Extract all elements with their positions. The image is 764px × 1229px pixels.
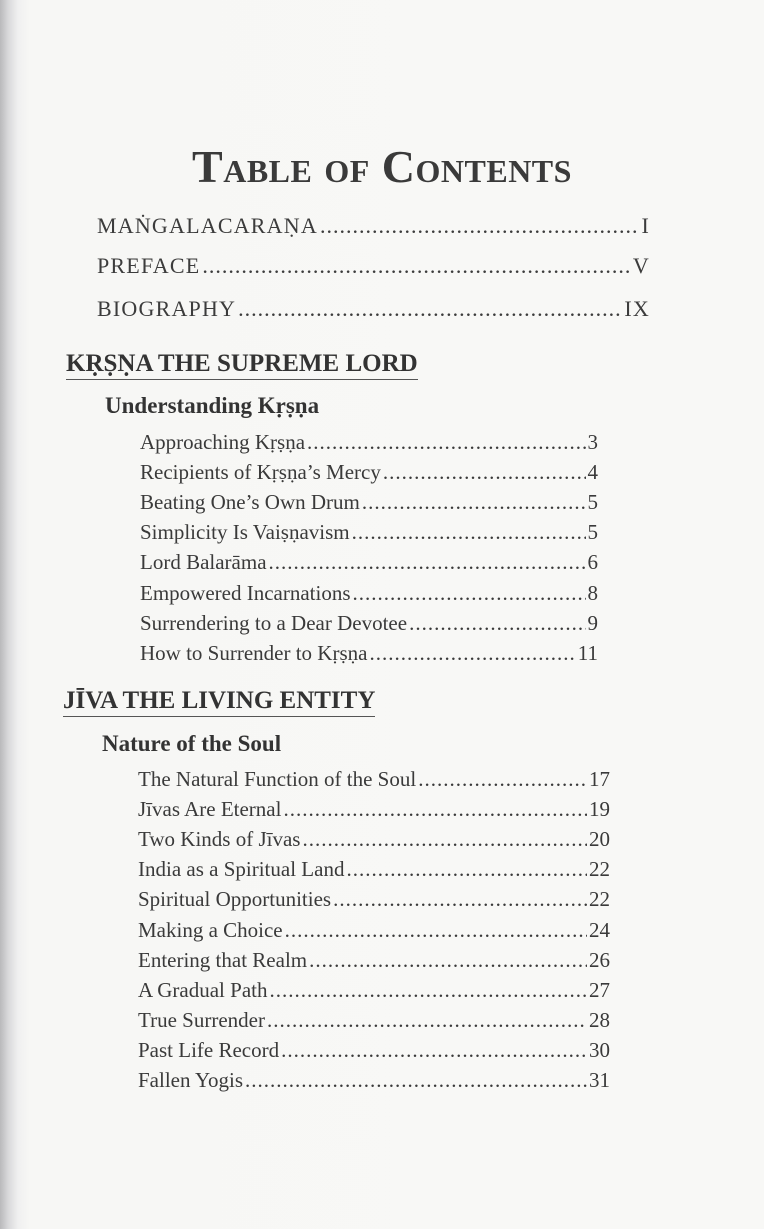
page-number: 30 [589, 1037, 610, 1062]
entry-title: PREFACE [97, 253, 201, 278]
dot-leader [353, 581, 586, 606]
page-number: 27 [589, 977, 610, 1002]
toc-entry[interactable] [138, 827, 610, 852]
toc-entry[interactable] [138, 797, 610, 822]
subsection-heading: Nature of the Soul [102, 731, 282, 756]
page-number: 11 [577, 640, 598, 665]
entry-title: Simplicity Is Vaiṣṇavism [140, 520, 350, 545]
toc-entry[interactable] [138, 887, 610, 912]
toc-entry[interactable] [140, 581, 598, 606]
toc-entry[interactable] [97, 296, 650, 322]
entry-title: BIOGRAPHY [97, 296, 237, 321]
toc-entry[interactable] [138, 1038, 610, 1063]
toc-entry[interactable] [140, 520, 598, 545]
dot-leader [309, 948, 587, 973]
page-number: 22 [589, 857, 610, 882]
toc-entry[interactable] [138, 978, 610, 1003]
dot-leader [245, 1068, 587, 1093]
entry-title: Entering that Realm [138, 947, 308, 972]
dot-leader [269, 978, 587, 1003]
dot-leader [383, 460, 586, 485]
page-number: 5 [587, 490, 598, 515]
dot-leader [269, 550, 586, 575]
page-number: 20 [589, 827, 610, 852]
entry-title: Approaching Kṛṣṇa [140, 430, 306, 454]
page-number: 9 [587, 610, 598, 635]
dot-leader [418, 767, 587, 792]
page-number: 4 [587, 460, 598, 485]
dot-leader [267, 1008, 587, 1033]
page-number: 19 [589, 797, 610, 822]
toc-entry[interactable] [138, 918, 610, 943]
toc-entry[interactable] [138, 1008, 610, 1033]
page-number: I [641, 213, 650, 238]
dot-leader [283, 797, 587, 822]
toc-entry[interactable] [138, 1068, 610, 1093]
entry-title: Jīvas Are Eternal [138, 797, 282, 822]
dot-leader [352, 520, 586, 545]
page-number: 26 [589, 947, 610, 972]
entry-title: MAṄGALACARAṆA [97, 213, 318, 238]
entry-title: Fallen Yogis [138, 1068, 244, 1092]
entry-title: True Surrender [138, 1007, 265, 1032]
section-heading: KṚṢṆA THE SUPREME LORD [66, 350, 418, 380]
dot-leader [409, 611, 585, 636]
entry-title: Recipients of Kṛṣṇa’s Mercy [140, 460, 381, 485]
page-number: 17 [589, 767, 610, 791]
subsection-heading: Understanding Kṛṣṇa [105, 393, 320, 418]
page-number: 24 [589, 917, 610, 942]
dot-leader [285, 918, 587, 943]
page-number: 31 [589, 1068, 610, 1092]
dot-leader [320, 213, 640, 239]
toc-entry[interactable] [140, 460, 598, 485]
dot-leader [238, 296, 622, 322]
entry-title: Lord Balarāma [140, 550, 267, 575]
dot-leader [302, 827, 587, 852]
page-title: Table of Contents [192, 141, 572, 192]
entry-title: Spiritual Opportunities [138, 887, 332, 912]
entry-title: Beating One’s Own Drum [140, 490, 360, 515]
toc-entry[interactable] [140, 430, 598, 455]
page-number: V [632, 253, 650, 278]
entry-title: India as a Spiritual Land [138, 857, 345, 882]
dot-leader [307, 430, 585, 455]
page-number: 8 [587, 580, 598, 605]
dot-leader [369, 641, 575, 666]
dot-leader [202, 253, 631, 279]
dot-leader [346, 857, 587, 882]
page-number: 6 [587, 550, 598, 575]
page-number: IX [624, 296, 650, 321]
entry-title: Past Life Record [138, 1037, 280, 1062]
entry-title: The Natural Function of the Soul [138, 767, 417, 791]
entry-title: Making a Choice [138, 917, 283, 942]
dot-leader [333, 887, 587, 912]
page-number: 3 [587, 430, 598, 454]
section-heading: JĪVA THE LIVING ENTITY [63, 687, 375, 717]
toc-entry[interactable] [140, 611, 598, 636]
entry-title: Empowered Incarnations [140, 580, 351, 605]
dot-leader [281, 1038, 587, 1063]
page-number: 22 [589, 887, 610, 912]
entry-title: How to Surrender to Kṛṣṇa [140, 640, 368, 665]
toc-entry[interactable] [138, 767, 610, 792]
toc-entry[interactable] [140, 490, 598, 515]
toc-entry[interactable] [97, 253, 650, 279]
entry-title: A Gradual Path [138, 977, 268, 1002]
toc-entry[interactable] [138, 948, 610, 973]
toc-entry[interactable] [138, 857, 610, 882]
toc-entry[interactable] [140, 550, 598, 575]
toc-entry[interactable] [97, 213, 650, 239]
entry-title: Surrendering to a Dear Devotee [140, 610, 408, 635]
page-number: 5 [587, 520, 598, 545]
entry-title: Two Kinds of Jīvas [138, 827, 301, 852]
dot-leader [362, 490, 586, 515]
toc-entry[interactable] [140, 641, 598, 666]
page-number: 28 [589, 1007, 610, 1032]
